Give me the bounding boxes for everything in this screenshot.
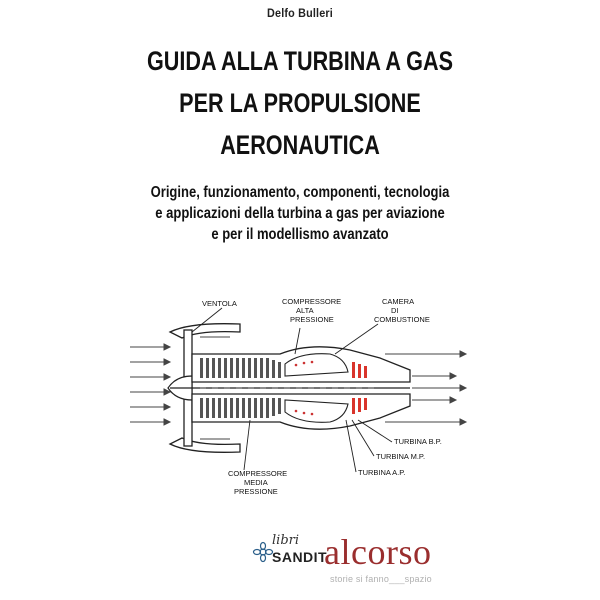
subtitle-line-1: Origine, funzionamento, componenti, tecnologia (150, 184, 450, 201)
label-compressore-alta-3: PRESSIONE (290, 315, 334, 324)
intake-arrows (130, 344, 170, 425)
author-name: Delfo Bulleri (267, 6, 333, 20)
alcorso-logo: alcorso (324, 532, 432, 572)
book-title (20, 40, 580, 166)
title-line-3: AERONAUTICA (220, 130, 380, 160)
nacelle-top (170, 324, 240, 338)
book-subtitle (20, 182, 580, 245)
label-compressore-media-3: PRESSIONE (234, 487, 278, 496)
label-compressore-alta-2: ALTA (296, 306, 314, 315)
label-turbina-mp: TURBINA M.P. (376, 452, 426, 461)
alcorso-tagline: storie si fanno___spazio (330, 574, 432, 584)
flower-icon (252, 541, 274, 563)
title-line-2: PER LA PROPULSIONE (179, 88, 421, 118)
turbofan-diagram (120, 292, 480, 506)
label-compressore-alta-1: COMPRESSORE (282, 297, 342, 306)
nacelle-bottom (170, 438, 240, 452)
title-line-1: GUIDA ALLA TURBINA A GAS (147, 46, 453, 76)
label-camera-2: DI (391, 306, 399, 315)
label-camera-1: CAMERA (382, 297, 415, 306)
label-ventola: VENTOLA (202, 299, 237, 308)
label-camera-3: COMBUSTIONE (374, 315, 430, 324)
label-turbina-bp: TURBINA B.P. (394, 437, 442, 446)
sandit-text: SANDIT (272, 549, 328, 565)
subtitle-line-3: e per il modellismo avanzato (211, 226, 389, 243)
libri-text: libri (272, 533, 300, 548)
subtitle-line-2: e applicazioni della turbina a gas per aviazione (155, 205, 445, 222)
label-compressore-media-1: COMPRESSORE (228, 469, 288, 478)
label-turbina-ap: TURBINA A.P. (358, 468, 406, 477)
label-compressore-media-2: MEDIA (244, 478, 268, 487)
